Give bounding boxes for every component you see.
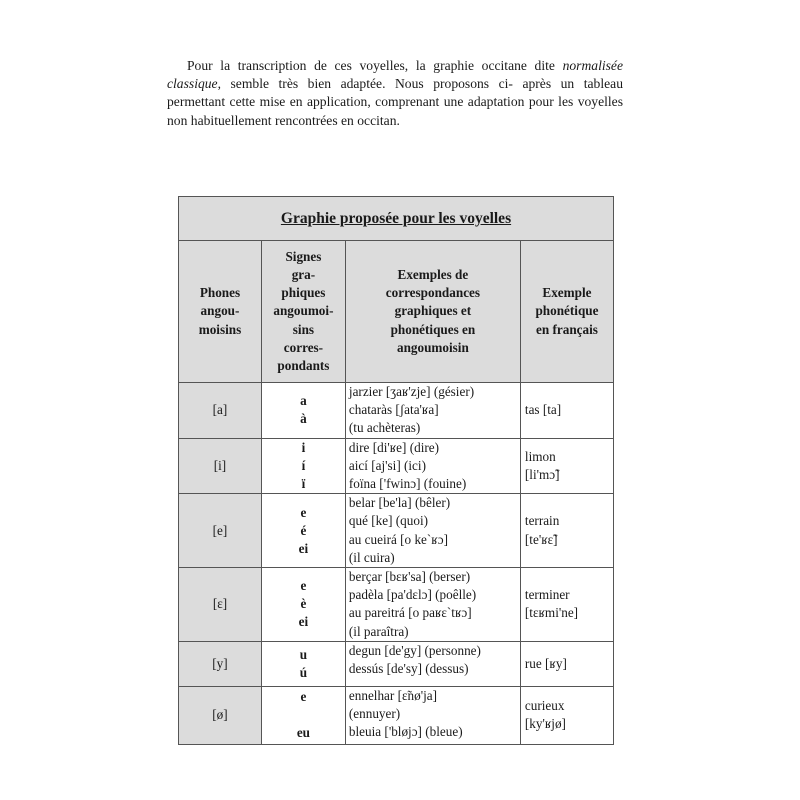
header-signs [261,241,345,383]
french-cell [520,383,613,439]
french-cell [520,438,613,494]
french-line: limon [524,448,556,464]
sign-line: ú [299,664,308,680]
french-line: terrain [524,513,560,529]
signs-cell [261,438,345,494]
sign-line: ï [301,475,306,491]
french-line: [ky'ʁjø] [524,716,566,732]
examples-cell [345,438,520,494]
french-line: tas [ta] [524,402,562,418]
sign-line: è [300,596,307,612]
intro-text-part1: Pour la transcription de ces voyelles, la graphie occitane dite [187,58,563,73]
example-line: berçar [bɛʁ'sa] (berser) [348,569,471,585]
french-line: terminer [524,587,570,603]
example-line: aicí [aj'si] (ici) [348,457,426,473]
header-row [179,241,614,383]
header-line: gra- [291,266,316,282]
examples-cell [345,494,520,568]
header-line: Signes [285,248,322,264]
signs-cell [261,383,345,439]
sign-line: eu [296,725,311,741]
header-line: corres- [283,339,324,355]
header-line: phonétique [535,303,599,319]
phone-cell: [ɛ] [179,568,262,642]
header-line: correspondances [385,285,481,301]
signs-cell [261,641,345,686]
header-line: en français [536,321,598,337]
table-row [179,494,614,568]
sign-line: í [301,457,306,473]
table-row [179,568,614,642]
sign-line: e [300,504,307,520]
french-cell [520,494,613,568]
vowel-table [178,196,614,745]
french-line: curieux [524,698,565,714]
sign-line: a [300,393,307,409]
intro-text-part2: , semble très bien adaptée. Nous proposons ci- après un tableau permettant cette mise en application, comprenant une adaptation pour les voyelles non habituellement rencontrées en occitan. [167,76,623,128]
example-line: chataràs [ʃata'ʁa] [348,402,439,418]
sign-line: i [301,439,306,455]
intro-paragraph [167,57,623,130]
sign-line: u [299,646,308,662]
header-line: angoumoisin [396,339,469,355]
example-line: belar [be'la] (bêler) [348,495,451,511]
example-line: (ennuyer) [348,706,401,722]
intro-text-emphasis: normalisée classique [167,58,623,92]
table-row [179,641,614,686]
table-row [179,686,614,744]
table-row [179,438,614,494]
header-line: Exemple [542,285,592,301]
header-french [520,241,613,383]
sign-line: é [300,522,307,538]
example-line: (il paraîtra) [348,623,409,639]
examples-cell [345,686,520,744]
header-line: Exemples de [397,266,469,282]
phone-cell: [a] [179,383,262,439]
examples-cell [345,383,520,439]
table-body [179,383,614,745]
french-cell [520,568,613,642]
phone-cell: [y] [179,641,262,686]
header-line: phiques [281,285,326,301]
example-line: degun [de'gy] (personne) [348,642,481,658]
examples-cell [345,641,520,686]
sign-line: ei [298,540,309,556]
table-title: Graphie proposée pour les voyelles [280,209,512,227]
header-line: angoumoi- [273,303,334,319]
signs-cell [261,568,345,642]
header-examples [345,241,520,383]
sign-line: à [300,411,307,427]
french-line: [tɛʁmi'ne] [524,605,579,621]
signs-cell [261,686,345,744]
header-line: sins [292,321,315,337]
example-line: foïna ['fwinɔ] (fouine) [348,476,467,492]
example-line: bleuia ['bløjɔ] (bleue) [348,724,463,740]
phone-cell: [ø] [179,686,262,744]
example-line: padèla [pa'dɛlɔ] (poêlle) [348,587,477,603]
example-line: au cueirá [o ke`ʁɔ] [348,531,448,547]
example-line: ennelhar [ɛ̃nø'ja] [348,687,438,703]
table-row [179,383,614,439]
example-line: jarzier [ʒaʁ'zje] (gésier) [348,384,475,399]
example-line: (il cuira) [348,549,395,565]
example-line: dessús [de'sy] (dessus) [348,661,469,677]
sign-line: e [300,578,307,594]
french-line: [te'ʁɛ̃] [524,531,558,547]
french-cell [520,686,613,744]
header-line: graphiques et [394,303,472,319]
intro-text [167,57,623,130]
phone-cell: [e] [179,494,262,568]
signs-cell [261,494,345,568]
sign-line: e [300,689,307,705]
phone-cell: [i] [179,438,262,494]
header-line: moisins [198,321,242,337]
header-line: pondants [277,358,330,373]
example-line: qué [ke] (quoi) [348,513,428,529]
header-phones [179,241,262,383]
french-cell [520,641,613,686]
table-title-cell [179,197,614,241]
example-line: (tu achèteras) [348,420,421,436]
sign-line [262,706,345,724]
example-line: dire [di'ʁe] (dire) [348,439,439,455]
example-line: au pareitrá [o paʁɛ`tʁɔ] [348,605,472,621]
french-line: [li'mɔ̃] [524,466,560,482]
header-line: angou- [200,303,240,319]
sign-line: ei [298,614,309,630]
header-line: Phones [199,285,241,301]
french-line: rue [ʁy] [524,655,567,671]
examples-cell [345,568,520,642]
header-line: phonétiques en [390,321,476,337]
